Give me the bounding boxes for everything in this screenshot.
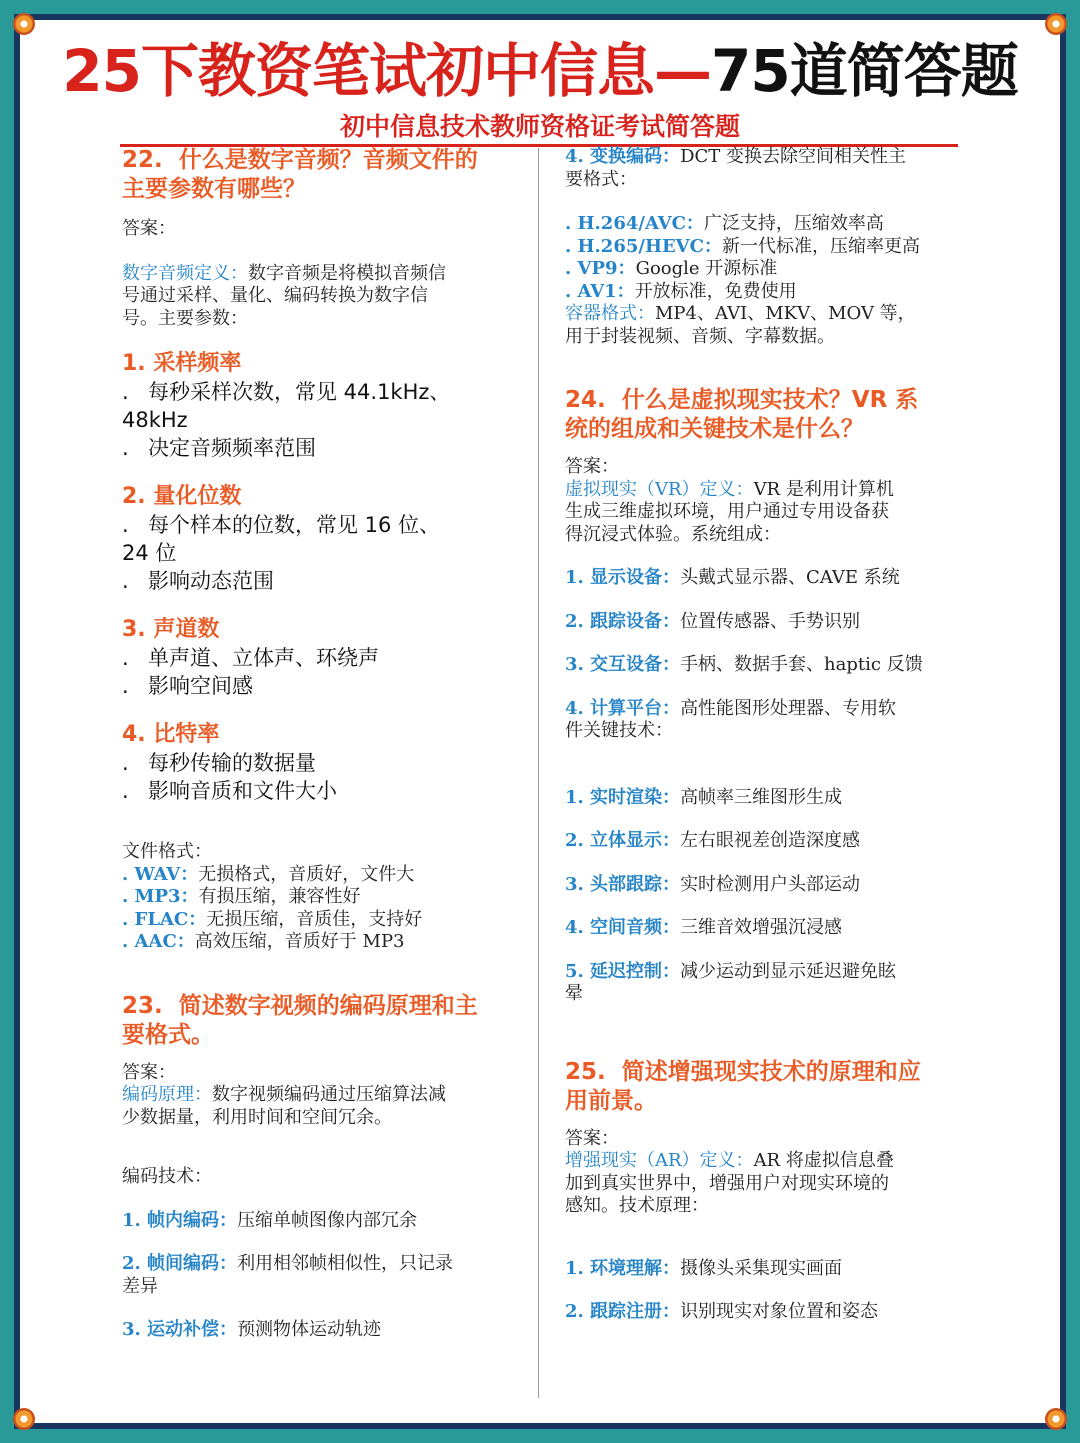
answer-label: 答案： — [122, 1061, 176, 1083]
formats-label: 文件格式： — [122, 841, 212, 862]
question-title — [122, 992, 522, 1050]
text-line: AR 将虚拟信息叠 — [753, 1150, 894, 1171]
component-name: 2. 跟踪设备： — [565, 610, 681, 632]
param-heading: 2. 量化位数 — [122, 484, 242, 509]
text-line: 少数据量，利用时间和空间冗余。 — [122, 1106, 392, 1128]
tech-name: 2. 帧间编码： — [122, 1253, 238, 1274]
param-heading: 4. 比特率 — [122, 722, 220, 747]
key-item — [565, 830, 960, 853]
bullet-dot: . — [122, 779, 129, 803]
text-line: 实时检测用户头部运动 — [680, 873, 861, 895]
text-line: MP4、AVI、MKV、MOV 等， — [655, 303, 916, 324]
format-name: . VP9： — [565, 258, 636, 279]
question-title-line: 简述数字视频的编码原理和主 — [178, 992, 478, 1019]
param-item — [122, 378, 522, 434]
format-item — [122, 886, 522, 909]
component-item — [565, 654, 960, 677]
question-title-line: 用前景。 — [565, 1087, 657, 1114]
principle-name: 1. 环境理解： — [565, 1257, 681, 1279]
format-desc: 高效压缩，音质好于 MP3 — [194, 931, 405, 952]
text-line: 三维音效增强沉浸感 — [680, 917, 843, 938]
text-line: 高性能图形处理器、专用软 — [680, 697, 897, 719]
question-25 — [565, 1058, 960, 1324]
format-name: . MP3： — [122, 886, 199, 907]
text-line: 每秒采样次数，常见 44.1kHz、 — [148, 380, 451, 404]
question-title — [122, 146, 522, 204]
left-column — [122, 146, 522, 1342]
text-line: 24 位 — [122, 541, 177, 565]
bullet-dot: . — [122, 751, 129, 775]
definition-paragraph — [565, 479, 960, 547]
param-heading: 1. 采样频率 — [122, 351, 242, 376]
question-number: 24. — [565, 387, 606, 413]
text-line: 摄像头采集现实画面 — [680, 1257, 843, 1279]
param-item — [122, 511, 522, 567]
key-item — [565, 787, 960, 810]
text-line: 件关键技术： — [565, 720, 673, 741]
principle-name: 2. 跟踪注册： — [565, 1301, 681, 1322]
tech-item — [565, 146, 960, 191]
tech-name: 3. 运动补偿： — [122, 1319, 238, 1340]
text-line: 预测物体运动轨迹 — [237, 1319, 382, 1340]
format-item — [122, 931, 522, 954]
format-desc: 无损压缩，音质佳，支持好 — [206, 908, 423, 930]
text-line: 手柄、数据手套、haptic 反馈 — [680, 654, 923, 675]
text-line: 左右眼视差创造深度感 — [680, 830, 861, 851]
text-line: 位置传感器、手势识别 — [680, 610, 861, 632]
definition-paragraph — [565, 1150, 960, 1218]
tech-name: 4. 变换编码： — [565, 146, 681, 167]
container-paragraph — [565, 303, 960, 348]
principle-item — [565, 1258, 960, 1281]
key-item — [565, 874, 960, 897]
format-item — [565, 236, 960, 259]
key-item — [565, 961, 960, 1006]
component-name: 1. 显示设备： — [565, 567, 681, 588]
format-desc: 新一代标准，压缩率更高 — [721, 235, 920, 257]
answer-label: 答案： — [565, 456, 619, 477]
page-title — [0, 26, 1080, 116]
definition-paragraph — [122, 263, 522, 331]
tech-name: 1. 帧内编码： — [122, 1209, 238, 1231]
answer-label: 答案： — [565, 1127, 619, 1149]
format-name: . WAV： — [122, 863, 199, 885]
component-item — [565, 698, 960, 743]
param-item — [122, 749, 522, 777]
text-line: 号。主要参数： — [122, 307, 248, 329]
text-line: 高帧率三维图形生成 — [680, 786, 843, 808]
text-line: 压缩单帧图像内部冗余 — [237, 1209, 418, 1231]
definition-label: 增强现实（AR）定义： — [565, 1150, 754, 1171]
question-title-line: 统的组成和关键技术是什么？ — [565, 416, 864, 442]
param-block — [122, 350, 522, 462]
text-line: 头戴式显示器、CAVE 系统 — [680, 567, 900, 588]
component-item — [565, 567, 960, 590]
title-red-part: 25下教资笔试初中信息— — [62, 37, 711, 105]
key-name: 3. 头部跟踪： — [565, 873, 681, 895]
format-name: . AAC： — [122, 931, 195, 952]
key-name: 5. 延迟控制： — [565, 960, 681, 982]
format-desc: 广泛支持，压缩效率高 — [703, 213, 884, 234]
bullet-dot: . — [122, 513, 129, 537]
text-line: 影响空间感 — [148, 674, 253, 698]
text-line: DCT 变换去除空间相关性主 — [680, 146, 906, 167]
text-line: 利用相邻帧相似性，只记录 — [237, 1253, 454, 1274]
text-line: 单声道、立体声、环绕声 — [148, 646, 379, 670]
format-desc: 开放标准，免费使用 — [634, 280, 797, 302]
format-name: . AV1： — [565, 280, 635, 302]
text-line: 用于封装视频、音频、字幕数据。 — [565, 325, 835, 347]
question-24 — [565, 386, 960, 1006]
param-item — [122, 567, 522, 595]
component-item — [565, 611, 960, 634]
format-item — [565, 281, 960, 304]
tech-label: 编码技术： — [122, 1166, 212, 1187]
key-name: 1. 实时渲染： — [565, 786, 681, 808]
question-title-line: 主要参数有哪些？ — [122, 176, 306, 202]
bullet-dot: . — [122, 674, 129, 698]
right-column — [565, 146, 960, 1324]
tech-item — [122, 1253, 522, 1298]
key-item — [565, 917, 960, 940]
key-name: 4. 空间音频： — [565, 917, 681, 938]
question-22 — [122, 146, 522, 954]
param-item — [122, 434, 522, 462]
param-block — [122, 483, 522, 595]
title-black-part: 75道简答题 — [711, 37, 1018, 105]
text-line: 晕 — [565, 983, 583, 1004]
format-name: . H.265/HEVC： — [565, 235, 722, 257]
text-line: 差异 — [122, 1275, 158, 1297]
format-item — [122, 864, 522, 887]
text-line: 加到真实世界中，增强用户对现实环境的 — [565, 1172, 889, 1194]
bullet-dot: . — [122, 569, 129, 593]
page-subtitle: 初中信息技术教师资格证考试简答题 — [339, 112, 740, 141]
question-title-line: 简述增强现实技术的原理和应 — [621, 1058, 921, 1085]
question-23 — [122, 992, 522, 1342]
text-line: VR 是利用计算机 — [753, 478, 894, 500]
principle-item — [565, 1301, 960, 1324]
text-line: 号通过采样、量化、编码转换为数字信 — [122, 285, 428, 306]
definition-label: 数字音频定义： — [122, 262, 248, 284]
text-line: 决定音频频率范围 — [148, 436, 316, 460]
text-line: 影响音质和文件大小 — [148, 779, 337, 803]
format-desc: 有损压缩，兼容性好 — [198, 886, 361, 907]
bullet-dot: . — [122, 436, 129, 460]
question-title-line: 什么是虚拟现实技术？VR 系 — [621, 387, 919, 413]
param-block — [122, 721, 522, 805]
bullet-dot: . — [122, 380, 129, 404]
format-desc: 无损格式，音质好，文件大 — [198, 863, 415, 885]
text-line: 得沉浸式体验。系统组成： — [565, 523, 781, 545]
format-item — [122, 909, 522, 932]
param-item — [122, 644, 522, 672]
format-item — [565, 258, 960, 281]
text-line: 减少运动到显示延迟避免眩 — [680, 960, 897, 982]
format-name: . H.264/AVC： — [565, 213, 704, 234]
question-title — [565, 386, 960, 444]
text-line: 48kHz — [122, 408, 188, 432]
principle-label: 编码原理： — [122, 1084, 212, 1105]
key-name: 2. 立体显示： — [565, 830, 681, 851]
text-line: 数字音频是将模拟音频信 — [248, 262, 446, 284]
tech-item — [122, 1319, 522, 1342]
text-line: 识别现实对象位置和姿态 — [680, 1301, 879, 1322]
format-desc: Google 开源标准 — [635, 258, 778, 279]
question-23-continued — [565, 146, 960, 348]
param-item — [122, 777, 522, 805]
param-block — [122, 616, 522, 700]
question-title-line: 什么是数字音频？音频文件的 — [178, 147, 478, 173]
text-line: 感知。技术原理： — [565, 1195, 709, 1216]
text-line: 每秒传输的数据量 — [148, 751, 316, 775]
text-line: 生成三维虚拟环境，用户通过专用设备获 — [565, 501, 889, 522]
text-line: 每个样本的位数，常见 16 位、 — [148, 513, 441, 537]
principle-paragraph — [122, 1084, 522, 1129]
param-item — [122, 672, 522, 700]
format-item — [565, 213, 960, 236]
corner-ornament-icon — [13, 1408, 35, 1430]
corner-ornament-icon — [1045, 1408, 1067, 1430]
question-number: 23. — [122, 992, 163, 1019]
container-label: 容器格式： — [565, 303, 655, 324]
answer-label: 答案： — [122, 218, 176, 239]
tech-item — [122, 1210, 522, 1233]
bullet-dot: . — [122, 646, 129, 670]
question-number: 25. — [565, 1058, 606, 1085]
question-number: 22. — [122, 147, 163, 173]
question-title — [565, 1058, 960, 1116]
text-line: 要格式： — [565, 168, 637, 190]
component-name: 3. 交互设备： — [565, 654, 681, 675]
format-name: . FLAC： — [122, 908, 207, 930]
question-title-line: 要格式。 — [122, 1021, 214, 1048]
text-line: 影响动态范围 — [148, 569, 274, 593]
definition-label: 虚拟现实（VR）定义： — [565, 478, 754, 500]
param-heading: 3. 声道数 — [122, 617, 220, 642]
column-divider — [538, 148, 539, 1398]
component-name: 4. 计算平台： — [565, 697, 681, 719]
text-line: 数字视频编码通过压缩算法减 — [212, 1084, 446, 1105]
